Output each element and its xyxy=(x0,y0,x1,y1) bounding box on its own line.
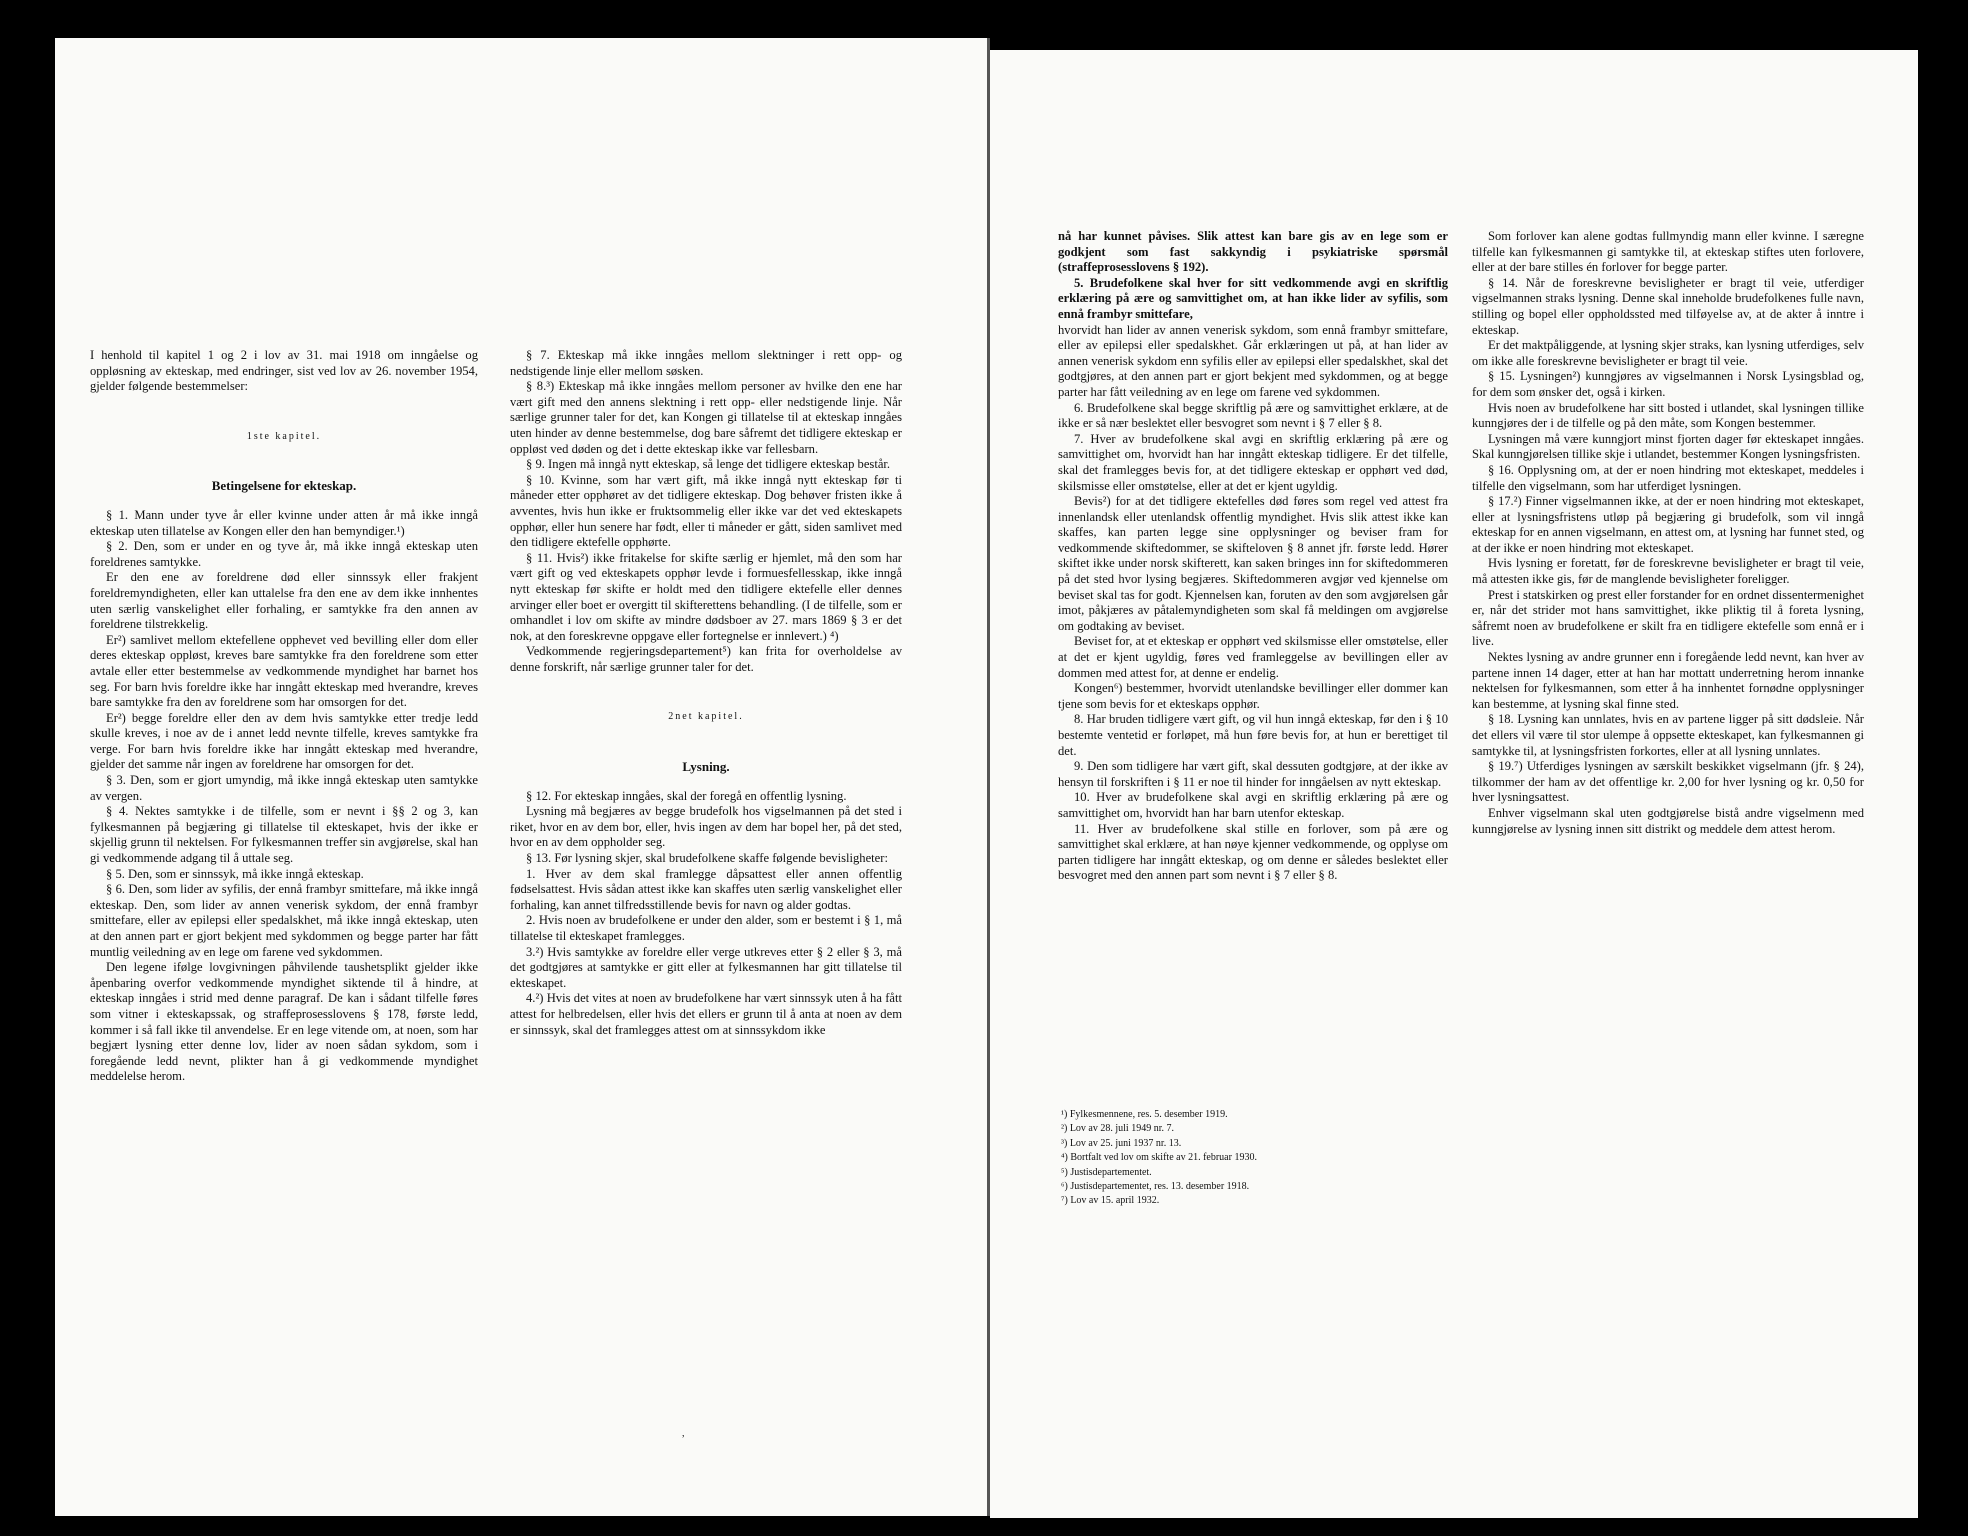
paragraph: Prest i statskirken og prest eller forstander for en ordnet dissentermenighet er, når det strider mot hans samvittighet, ikke pliktig til å foreta lysning, såfremt noen av brudefolkene er skilt fra en tidligere ektefelle som ennå er i live. xyxy=(1472,587,1864,649)
left-column-1 xyxy=(90,348,478,1085)
paragraph: Lysningen må være kunngjort minst fjorten dager før ekteskapet inngåes. Skal kunngjørelsen tillike skje i utlandet, bestemmer Kongen lysningsfristen. xyxy=(1472,431,1864,462)
paragraph: 11. Hver av brudefolkene skal stille en forlover, som på ære og samvittighet skal erklære, at han nøye kjenner vedkommende, og opplyse om parten tidligere har inngått ekteskap, og om denne er således beslektet eller besvogret med den annen part som nevnt i § 7 eller § 8. xyxy=(1058,821,1448,883)
chapter-1-title: 1ste kapitel. xyxy=(246,430,322,442)
paragraph: § 4. Nektes samtykke i de tilfelle, som er nevnt i §§ 2 og 3, kan fylkesmannen på begjæring gi tillatelse til ekteskapet, hvis der ikke er skjellig grunn til nektelsen. For fylkesmannen treffer sin avgjørelse, skal han gi vedkommende adgang til å uttale seg. xyxy=(90,804,478,866)
paragraph: Den legene ifølge lovgivningen påhvilende taushetsplikt gjelder ikke åpenbaring overfor vedkommende myndighet siktende til å hindre, at ekteskap inngåes i strid med denne paragraf. De kan i sådant tilfelle føres som vitner i ekteskapssak, og straffeprosesslovens § 178, første ledd, kommer i så fall ikke til anvendelse. Er en lege vitende om, at noen, som har begjært lysning etter denne lov, lider av noen sådan sykdom, som i foregående ledd nevnt, plikter han å gi vedkommende myndighet meddelelse herom. xyxy=(90,960,478,1084)
paragraph: 2. Hvis noen av brudefolkene er under den alder, som er bestemt i § 1, må tillatelse til ekteskapet framlegges. xyxy=(510,913,902,943)
right-column-1 xyxy=(1058,229,1448,884)
paragraph: § 17.²) Finner vigselmannen ikke, at der er noen hindring mot ekteskapet, eller at lysningsfristens utløp på begjæring gi brudefolk, som vil inngå ekteskap for en annen vigselmann, en attest om, at lysning har funnet sted, og at der ikke er noen hindring mot ekteskapet. xyxy=(1472,494,1864,555)
paragraph: Vedkommende regjeringsdepartement⁵) kan frita for overholdelse av denne forskrift, når særlige grunner taler for det. xyxy=(510,644,902,674)
left-column-2 xyxy=(510,348,902,1038)
intro-paragraph: I henhold til kapitel 1 og 2 i lov av 31. mai 1918 om inngåelse og oppløsning av ekteskap, med endringer, sist ved lov av 26. november 1954, gjelder følgende bestemmelser: xyxy=(90,348,478,394)
paragraph: § 8.³) Ekteskap må ikke inngåes mellom personer av hvilke den ene har vært gift med den annens slektning i rett opp- eller nedstigende linje. Når særlige grunner taler for det, kan Kongen gi tillatelse til at ekteskap inngåes uten hinder av denne bestemmelse, dog bare såfremt det tidligere ekteskap er oppløst ved døden og det i dette ekteskap ikke var fellesbarn. xyxy=(510,379,902,456)
paragraph: 7. Hver av brudefolkene skal avgi en skriftlig erklæring på ære og samvittighet om, hvorvidt han har inngått ekteskap tidligere. Er det tilfelle, skal det framlegges bevis for, at det tidligere ekteskap er opphørt ved død, skilsmisse eller omstøtelse, eller at det er kjent ugyldig. xyxy=(1058,431,1448,493)
paragraph: § 13. Før lysning skjer, skal brudefolkene skaffe følgende bevisligheter: xyxy=(526,851,888,866)
paragraph: § 11. Hvis²) ikke fritakelse for skifte særlig er hjemlet, må den som har vært gift og ved ekteskapets opphør levde i formuesfellesskap, ikke inngå nytt ekteskap før skifte er holdt med den tidligere ektefelle eller dennes arvinger eller boet er overgitt til skifterettens behandling. (I de tilfelle, som er omhandlet i lov om skifte av mindre dødsboer av 27. mars 1869 § 3 er det nok, at den foreskrevne oppgave eller fortegnelse er innlevert.) ⁴) xyxy=(510,550,902,643)
paragraph: Er den ene av foreldrene død eller sinnssyk eller frakjent foreldremyndigheten, eller kan uttalelse fra den ene av dem ikke innhentes uten særlig vanskelighet eller forhaling, er samtykke fra den annen av foreldrene tilstrekkelig. xyxy=(90,570,478,632)
footnote: ⁷) Lov av 15. april 1932. xyxy=(1061,1195,1160,1207)
paragraph: Hvis noen av brudefolkene har sitt bosted i utlandet, skal lysningen tillike kunngjøres der i de tilfelle og på den måte, som Kongen bestemmer. xyxy=(1472,400,1864,431)
paragraph: 4.²) Hvis det vites at noen av brudefolkene har vært sinnssyk uten å ha fått attest for helbredelsen, eller hvis det ellers er grunn til å anta at noen av dem er sinnssyk, skal det framlegges attest om at sinnssykdom ikke xyxy=(510,991,902,1037)
paragraph: 1. Hver av dem skal framlegge dåpsattest eller annen offentlig fødselsattest. Hvis sådan attest ikke kan skaffes uten særlig vanskelighet eller forhaling, kan annet tilfredsstillende bevis for navn og alder godtas. xyxy=(510,866,902,912)
paragraph: 8. Har bruden tidligere vært gift, og vil hun inngå ekteskap, før den i § 10 bestemte ventetid er forløpet, må hun føre bevis for, at hun er berettiget til det. xyxy=(1058,712,1448,758)
paragraph: 3.²) Hvis samtykke av foreldre eller verge utkreves etter § 2 eller § 3, må det godtgjøres at samtykke er gitt eller at fylkesmannen har gitt tillatelse til ekteskapet. xyxy=(510,944,902,990)
right-column-2 xyxy=(1472,229,1864,837)
paragraph: § 2. Den, som er under en og tyve år, må ikke inngå ekteskap uten foreldrenes samtykke. xyxy=(90,539,478,569)
paragraph: Hvis lysning er foretatt, før de foreskrevne bevisligheter er bragt til veie, må attesten ikke gis, før de manglende bevisligheter foreligger. xyxy=(1472,556,1864,587)
section-heading-banns: Lysning. xyxy=(682,759,730,775)
paragraph: Er²) samlivet mellom ektefellene opphevet ved bevilling eller dom eller deres ekteskap oppløst, kreves bare samtykke fra den foreldrene som etter avtale eller etter bestemmelse av vedkommende myndighet har barnet hos seg. For barn hvis foreldre ikke har inngått ekteskap med hverandre, kreves bare samtykke fra den av foreldrene som har omsorgen for det. xyxy=(90,632,478,710)
paragraph: § 10. Kvinne, som har vært gift, må ikke inngå nytt ekteskap før ti måneder etter opphøret av det tidligere ekteskap. Dog behøver fristen ikke å avventes, hvis hun ikke er fruktsommelig eller ikke var det ved ekteskapets opphør, eller hun senere har født, eller ti måneder er gått, siden samlivet med den tidligere ektefelle opphørte. xyxy=(510,472,902,550)
section-heading-conditions: Betingelsene for ekteskap. xyxy=(211,478,357,494)
paragraph: § 1. Mann under tyve år eller kvinne under atten år må ikke inngå ekteskap uten tillatelse av Kongen eller den han bemyndiger.¹) xyxy=(90,507,478,538)
paragraph: 9. Den som tidligere har vært gift, skal dessuten godtgjøre, at der ikke av hensyn til forskriften i § 11 er noe til hinder for inngåelsen av nytt ekteskap. xyxy=(1058,759,1448,789)
paragraph: § 16. Opplysning om, at der er noen hindring mot ekteskapet, meddeles i tilfelle den vigselmann, som har utferdiget lysningen. xyxy=(1472,462,1864,493)
paragraph: 5. Brudefolkene skal hver for sitt vedkommende avgi en skriftlig erklæring på ære og samvittighet om, at han ikke lider av syfilis, som ennå frambyr smittefare, xyxy=(1058,275,1448,321)
chapter-2-title: 2net kapitel. xyxy=(668,711,744,723)
book-spine xyxy=(987,38,990,1516)
paragraph: § 12. For ekteskap inngåes, skal der foregå en offentlig lysning. xyxy=(526,788,847,803)
paragraph: § 5. Den, som er sinnssyk, må ikke inngå ekteskap. xyxy=(106,866,364,881)
paragraph: Som forlover kan alene godtas fullmyndig mann eller kvinne. I særegne tilfelle kan fylkesmannen gi samtykke til, at ekteskap stiftes uten forlovere, eller at der bare stilles én forlover for begge parter. xyxy=(1472,229,1864,275)
footnote: ⁵) Justisdepartementet. xyxy=(1061,1166,1152,1178)
paragraph: Bevis²) for at det tidligere ektefelles død føres som regel ved attest fra innenlandsk eller utenlandsk offentlig myndighet. Hvis slik attest ikke kan skaffes, kan parten legge sine opplysninger og beviser fram for vedkommende skiftedommer, se skifteloven § 8 annet jfr. første ledd. Hører skiftet ikke under norsk skifterett, kan saken bringes inn for skiftedommeren på det sted hvor lysing begjæres. Skiftedommeren avgjør ved kjennelse om beviset skal tas for godt. Kjennelsen kan, foruten av den som avgjørelsen går imot, påkjæres av påtalemyndigheten som skal få meldingen om avgjørelse om godtaking av beviset. xyxy=(1058,494,1448,633)
page-mark: , xyxy=(682,1428,685,1439)
paragraph: Er det maktpåliggende, at lysning skjer straks, kan lysning utferdiges, selv om ikke alle foreskrevne bevisligheter er bragt til veie. xyxy=(1472,338,1864,368)
paragraph: § 18. Lysning kan unnlates, hvis en av partene ligger på sitt dødsleie. Når det ellers vil være til stor ulempe å oppsette ekteskapet, kan fylkesmannen gi samtykke til, at lysningsfristen forkortes, eller at all lysning unnlates. xyxy=(1472,712,1864,758)
footnote: ⁶) Justisdepartementet, res. 13. desember 1918. xyxy=(1061,1181,1250,1193)
paragraph: Lysning må begjæres av begge brudefolk hos vigselmannen på det sted i riket, hvor en av dem bor, eller, hvis ingen av dem har bopel her, på det sted, hvor en av dem oppholder seg. xyxy=(510,804,902,850)
footnote: ¹) Fylkesmennene, res. 5. desember 1919. xyxy=(1061,1109,1228,1120)
paragraph: Beviset for, at et ekteskap er opphørt ved skilsmisse eller omstøtelse, eller at det er kjent ugyldig, føres ved framleggelse av bevillingen eller av dommen med attest for, at denne er endelig. xyxy=(1058,634,1448,680)
paragraph: Kongen⁶) bestemmer, hvorvidt utenlandske bevillinger eller dommer kan tjene som bevis for et ekteskaps opphør. xyxy=(1058,681,1448,711)
paragraph: § 9. Ingen må inngå nytt ekteskap, så lenge det tidligere ekteskap består. xyxy=(526,457,891,472)
paragraph: 6. Brudefolkene skal begge skriftlig på ære og samvittighet erklære, at de ikke er så nær beslektet eller besvogret som nevnt i § 7 eller § 8. xyxy=(1058,400,1448,431)
footnote: ²) Lov av 28. juli 1949 nr. 7. xyxy=(1061,1123,1174,1135)
paragraph: § 15. Lysningen²) kunngjøres av vigselmannen i Norsk Lysingsblad og, for dem som ønsker det, også i kirken. xyxy=(1472,369,1864,399)
paragraph: § 7. Ekteskap må ikke inngåes mellom slektninger i rett opp- og nedstigende linje eller mellom søsken. xyxy=(510,348,902,378)
footnote: ³) Lov av 25. juni 1937 nr. 13. xyxy=(1061,1137,1182,1149)
paragraph: Er²) begge foreldre eller den av dem hvis samtykke etter tredje ledd skulle kreves, i noe av de i annet ledd nevnte tilfelle, kreves samtykke fra verge. For barn hvis foreldre ikke har inngått ekteskap med hverandre, gjelder det samme når ingen av foreldrene har omsorgen for det. xyxy=(90,710,478,772)
paragraph: § 3. Den, som er gjort umyndig, må ikke inngå ekteskap uten samtykke av vergen. xyxy=(90,773,478,803)
paragraph-continued: nå har kunnet påvises. Slik attest kan bare gis av en lege som er godkjent som fast sakkyndig i psykiatriske spørsmål (straffeprosesslovens § 192). xyxy=(1058,229,1448,275)
paragraph: § 19.⁷) Utferdiges lysningen av særskilt beskikket vigselmann (jfr. § 24), tilkommer der ham av det offentlige kr. 2,00 for hver lysning og kr. 0,50 for hver lysningsattest. xyxy=(1472,759,1864,805)
paragraph: Nektes lysning av andre grunner enn i foregående ledd nevnt, kan hver av partene innen 14 dager, etter at han har mottatt underretning herom innanke nektelsen for fylkesmannen, som etter å ha innhentet fornødne opplysninger kan bestemme, at lysning skal finne sted. xyxy=(1472,650,1864,711)
paragraph: Enhver vigselmann skal uten godtgjørelse bistå andre vigselmenn med kunngjørelse av lysning innen sitt distrikt og meddele dem attest herom. xyxy=(1472,805,1864,836)
footnote: ⁴) Bortfalt ved lov om skifte av 21. februar 1930. xyxy=(1061,1152,1257,1164)
paragraph: hvorvidt han lider av annen venerisk sykdom, som ennå frambyr smittefare, eller av epilepsi eller spedalskhet. Går erklæringen ut på, at han lider av annen venerisk sykdom enn syfilis eller av epilepsi eller spedalskhet, skal det godtgjøres, at den annen part er gjort bekjent med sykdommen, og at begge parter har fått veiledning av en lege om farene ved sykdommen. xyxy=(1058,322,1448,399)
paragraph: 10. Hver av brudefolkene skal avgi en skriftlig erklæring på ære og samvittighet om, hvorvidt han har barn utenfor ekteskap. xyxy=(1058,790,1448,820)
paragraph: § 6. Den, som lider av syfilis, der ennå frambyr smittefare, må ikke inngå ekteskap. Den, som lider av annen venerisk sykdom, der ennå frambyr smittefare, eller av epilepsi eller spedalskhet, må ikke inngå ekteskap, uten at den annen part er gjort bekjent med sykdommen og begge parter har fått muntlig veiledning av en lege om farene ved sykdommen. xyxy=(90,882,478,959)
footnotes xyxy=(1061,1108,1461,1209)
paragraph: § 14. Når de foreskrevne bevisligheter er bragt til veie, utferdiger vigselmannen straks lysning. Denne skal inneholde brudefolkenes fulle navn, stilling og bopel eller oppholdssted med tilføyelse av, at de akter å inntre i ekteskap. xyxy=(1472,275,1864,337)
